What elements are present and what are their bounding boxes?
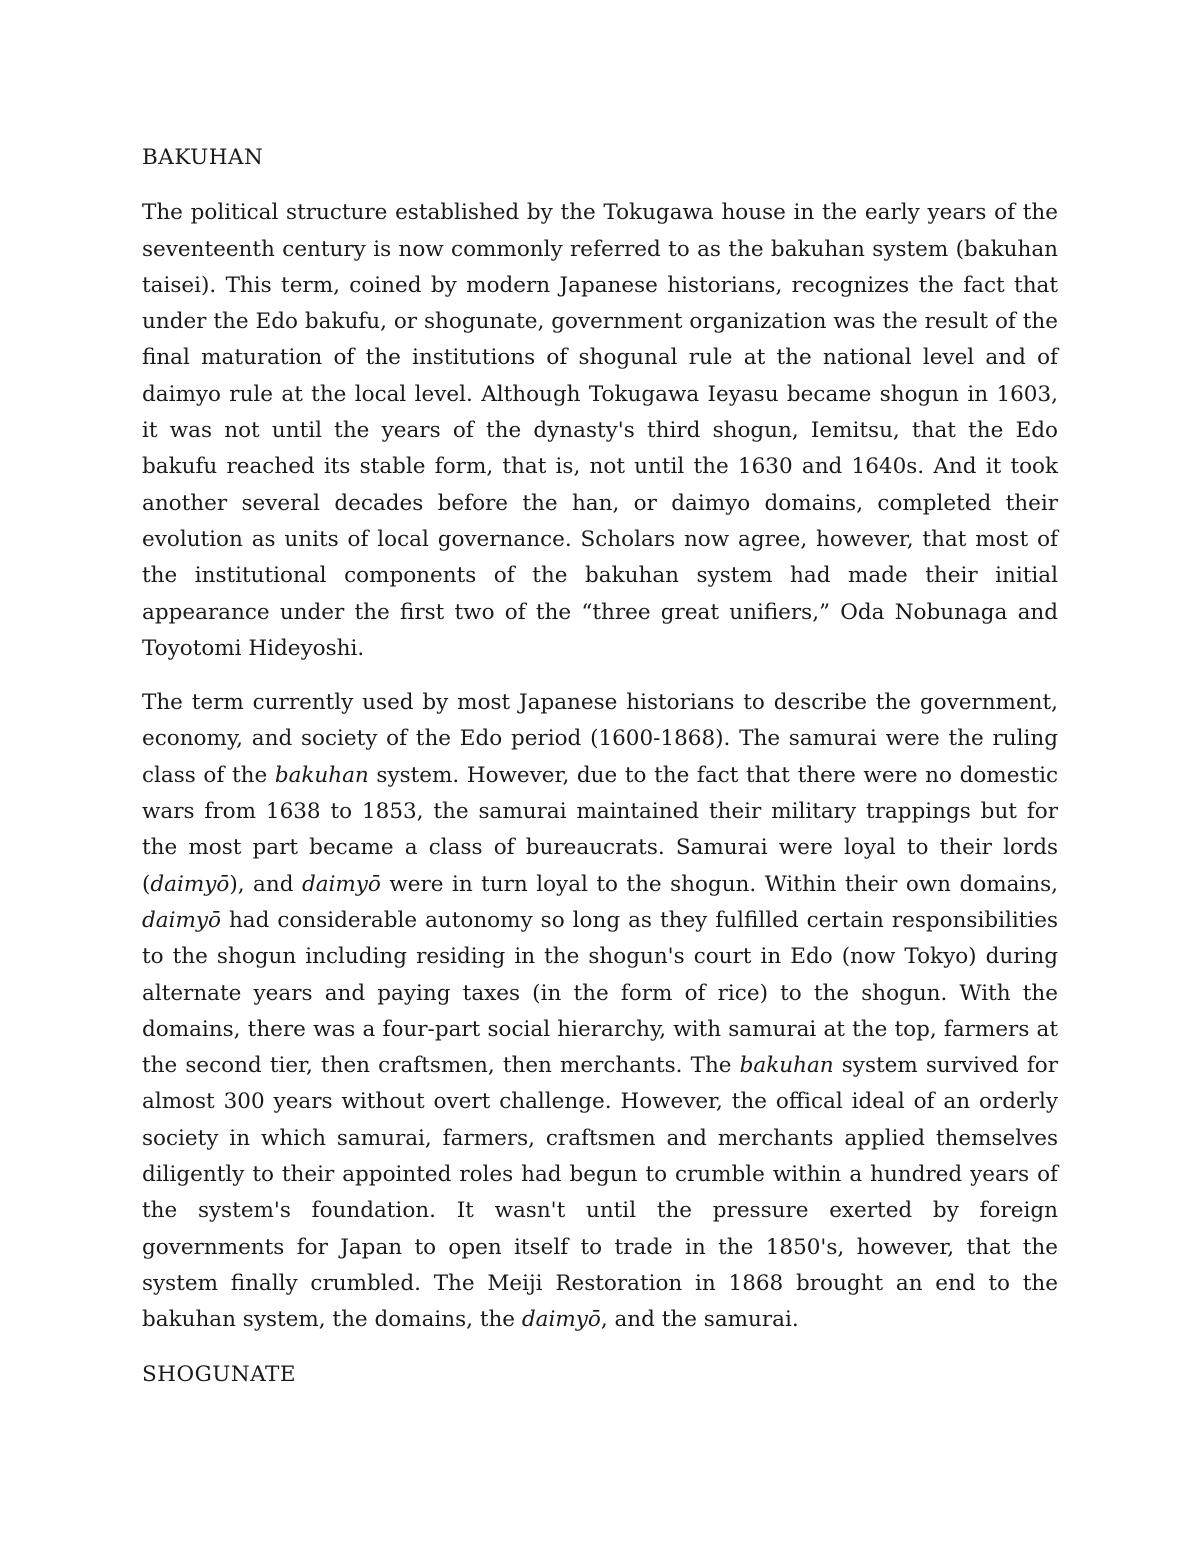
section-heading-bakuhan: BAKUHAN — [142, 145, 264, 170]
text-run: had considerable autonomy so long as they fulfilled certain responsibilities to the shogun including residing in the shogun's court in Edo (now Tokyo) during alternate years and paying taxes (in the form of rice) to the shogun. With the domains, there was a four-part social hierarchy, with samurai at the top, farmers at the second tier, then craftsmen, then merchants. The — [142, 907, 1058, 1079]
italic-term: bakuhan — [274, 762, 369, 788]
text-run: The term currently used by most Japanese historians to describe the government, economy, and society of the Edo period (1600-1868). The samurai were the ruling class of the — [142, 690, 1058, 788]
italic-term: daimyō — [142, 907, 221, 933]
paragraph-bakuhan-structure: The political structure established by the Tokugawa house in the early years of the seventeenth century is now commonly referred to as the bakuhan system (bakuhan taisei). This term, coined by modern Japanese historians, recognizes the fact that under the Edo bakufu, or shogunate, government organization was the result of the final maturation of the institutions of shogunal rule at the national level and of daimyo rule at the local level. Although Tokugawa Ieyasu became shogun in 1603, it was not until the years of the dynasty's third shogun, Iemitsu, that the Edo bakufu reached its stable form, that is, not until the 1630 and 1640s. And it took another several decades before the han, or daimyo domains, completed their evolution as units of local governance. Scholars now agree, however, that most of the institutional components of the bakuhan system had made their initial appearance under the first two of the “three great unifiers,” Oda Nobunaga and Toyotomi Hideyoshi. — [142, 200, 1058, 661]
text-run: were in turn loyal to the shogun. Within their own domains, — [380, 871, 1058, 897]
italic-term: daimyō — [301, 871, 381, 897]
text-run: system survived for almost 300 years without overt challenge. However, the offical ideal of an orderly society in which samurai, farmers, craftsmen and merchants applied themselves diligently to their appointed roles had begun to crumble within a hundred years of the system's foundation. It wasn't until the pressure exerted by foreign governments for Japan to open itself to trade in the 1850's, however, that the system finally crumbled. The Meiji Restoration in 1868 brought an end to the bakuhan system, the domains, the — [142, 1053, 1058, 1333]
italic-term: bakuhan — [739, 1053, 834, 1079]
section-heading-shogunate: SHOGUNATE — [142, 1361, 297, 1387]
text-run: system. However, due to the fact that there were no domestic wars from 1638 to 1853, the samurai maintained their military trappings but for the most part became a class of bureaucrats. Samurai were loyal to their lords ( — [142, 762, 1059, 897]
text-run: , and the samurai. — [600, 1307, 799, 1333]
italic-term: daimyō — [521, 1307, 601, 1333]
text-run: ), and — [229, 871, 302, 897]
document-page — [142, 140, 1058, 1412]
paragraph-bakuhan-definition — [142, 685, 1058, 1338]
italic-term: daimyō — [150, 871, 230, 897]
